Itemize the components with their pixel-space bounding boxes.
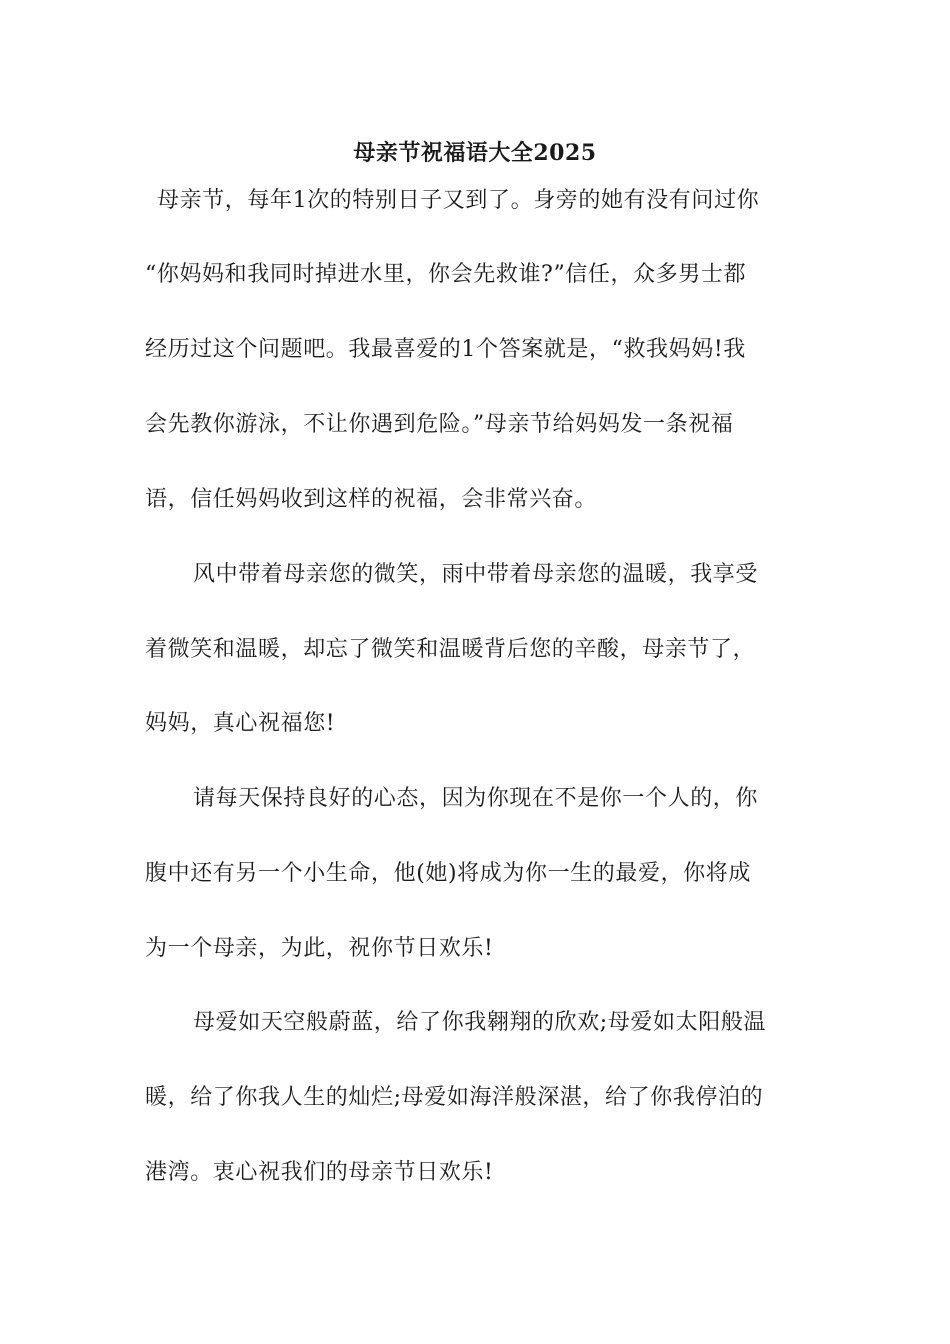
paragraph-1-line-5: 语，信任妈妈收到这样的祝福，会非常兴奋。 [145,487,598,512]
paragraph-4-line-1: 母爱如天空般蔚蓝，给了你我翱翔的欣欢;母爱如太阳般温 [193,1010,767,1035]
paragraph-3-line-1: 请每天保持良好的心态，因为你现在不是你一个人的，你 [193,786,759,811]
paragraph-2-line-1: 风中带着母亲您的微笑，雨中带着母亲您的温暖，我享受 [193,562,759,587]
paragraph-4-line-2: 暖，给了你我人生的灿烂;母爱如海洋般深湛，给了你我停泊的 [145,1085,764,1110]
paragraph-2-line-2: 着微笑和温暖，却忘了微笑和温暖背后您的辛酸，母亲节了， [145,637,756,662]
document-title: 母亲节祝福语大全2025 [353,140,597,166]
paragraph-1-line-3: 经历过这个问题吧。我最喜爱的1个答案就是，“救我妈妈!我 [145,337,746,362]
paragraph-1-line-1: 母亲节，每年1次的特别日子又到了。身旁的她有没有问过你 [157,188,760,213]
paragraph-3-line-2: 腹中还有另一个小生命，他(她)将成为你一生的最爱，你将成 [145,861,751,886]
paragraph-1-line-2: “你妈妈和我同时掉进水里，你会先救谁?”信任，众多男士都 [145,262,747,287]
paragraph-4-line-3: 港湾。衷心祝我们的母亲节日欢乐! [145,1160,494,1185]
paragraph-2-line-3: 妈妈，真心祝福您! [145,711,336,736]
paragraph-3-line-3: 为一个母亲，为此，祝你节日欢乐! [145,936,494,961]
paragraph-1-line-4: 会先教你游泳，不让你遇到危险。”母亲节给妈妈发一条祝福 [145,412,734,437]
